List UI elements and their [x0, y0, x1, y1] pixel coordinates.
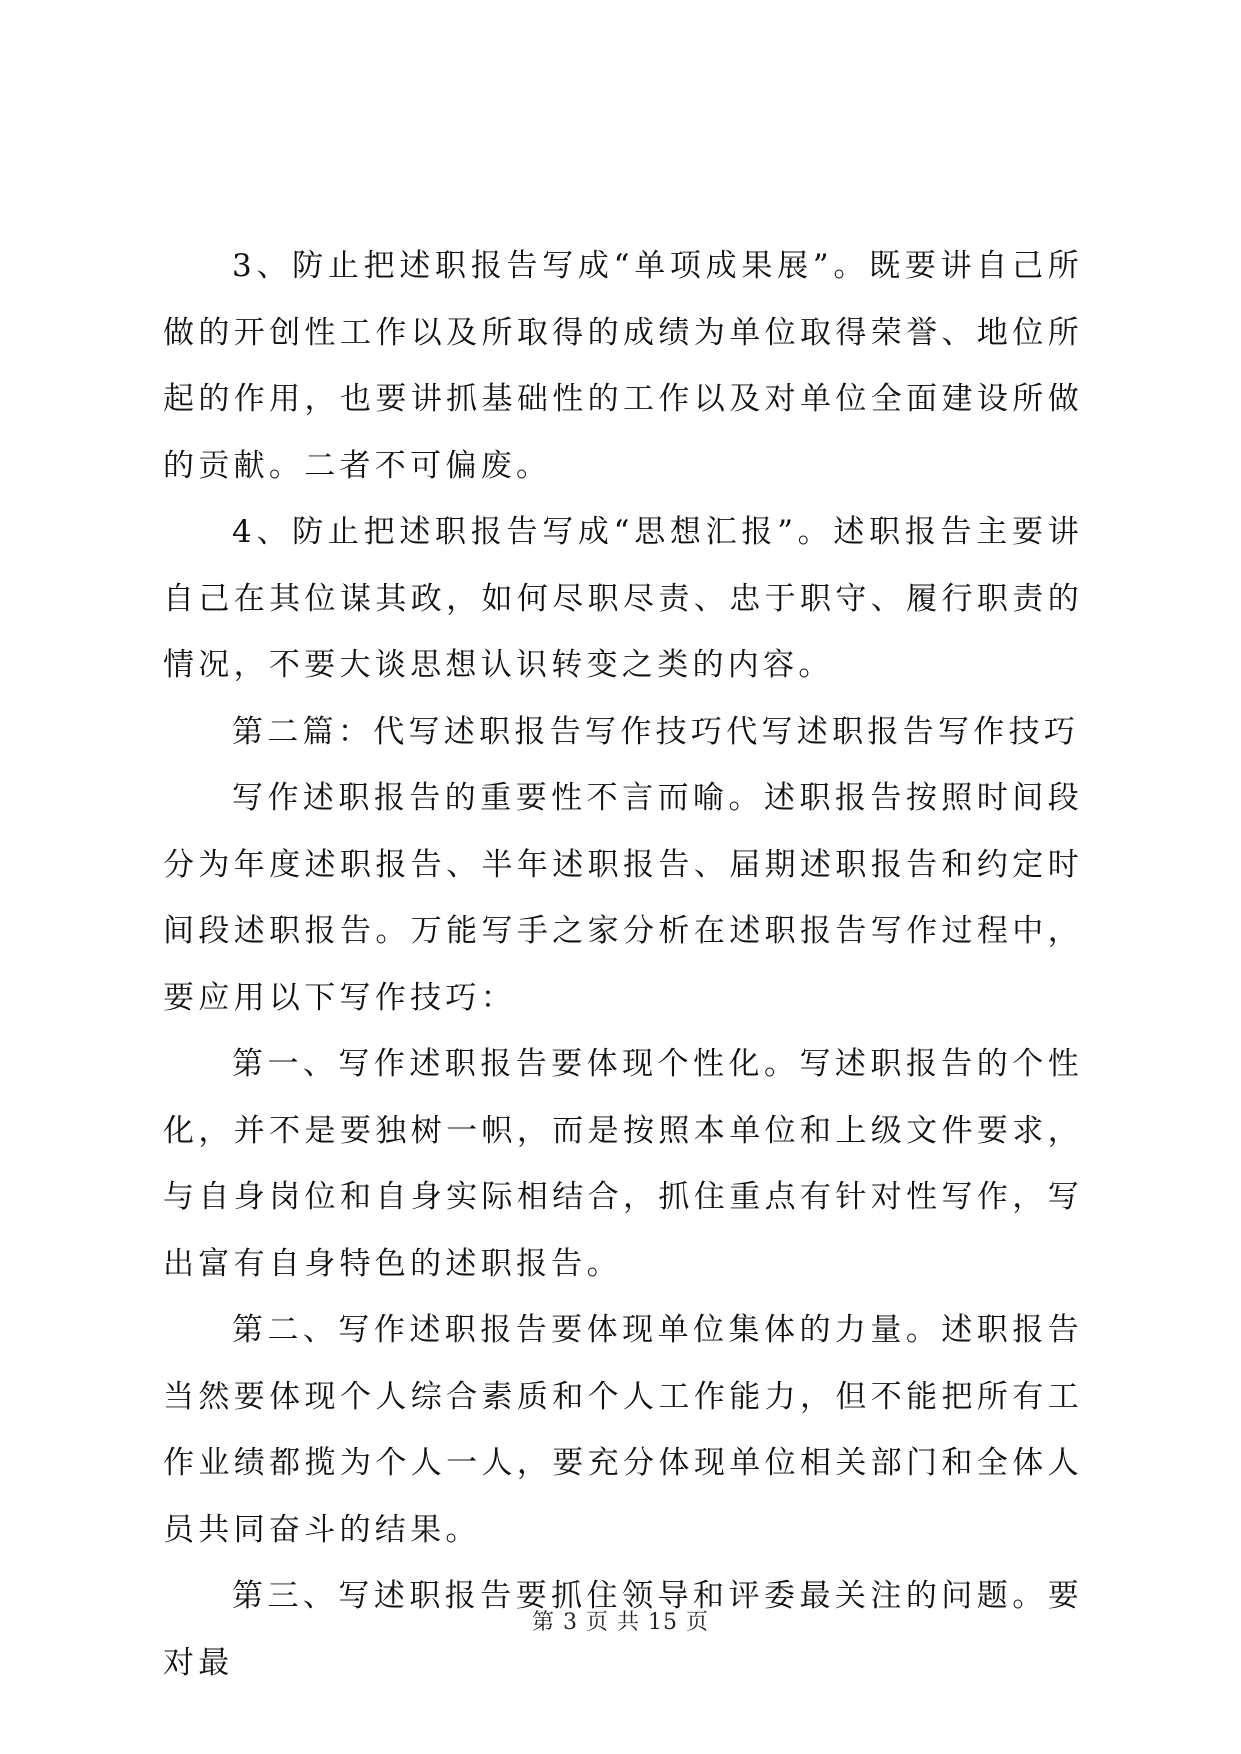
- document-body: [163, 233, 1083, 1696]
- page-number-footer: 第 3 页 共 15 页: [532, 1610, 709, 1635]
- paragraph-second: 第二、写作述职报告要体现单位集体的力量。述职报告当然要体现个人综合素质和个人工作能力，但不能把所有工作业绩都揽为个人一人，要充分体现单位相关部门和全体人员共同奋斗的结果。: [163, 1312, 1083, 1548]
- section-heading: 第二篇：代写述职报告写作技巧代写述职报告写作技巧: [232, 713, 1080, 750]
- paragraph-third: 第三、写述职报告要抓住领导和评委最关注的问题。要对最: [163, 1578, 1083, 1681]
- paragraph-first: 第一、写作述职报告要体现个性化。写述职报告的个性化，并不是要独树一帜，而是按照本单位和上级文件要求，与自身岗位和自身实际相结合，抓住重点有针对性写作，写出富有自身特色的述职报告。: [163, 1046, 1083, 1282]
- paragraph-point-4: 4、防止把述职报告写成“思想汇报”。述职报告主要讲自己在其位谋其政，如何尽职尽责、忠于职守、履行职责的情况，不要大谈思想认识转变之类的内容。: [163, 514, 1083, 683]
- paragraph-point-3: 3、防止把述职报告写成“单项成果展”。既要讲自己所做的开创性工作以及所取得的成绩为单位取得荣誉、地位所起的作用，也要讲抓基础性的工作以及对单位全面建设所做的贡献。二者不可偏废。: [163, 248, 1083, 484]
- paragraph-intro: 写作述职报告的重要性不言而喻。述职报告按照时间段分为年度述职报告、半年述职报告、届期述职报告和约定时间段述职报告。万能写手之家分析在述职报告写作过程中，要应用以下写作技巧：: [163, 780, 1083, 1016]
